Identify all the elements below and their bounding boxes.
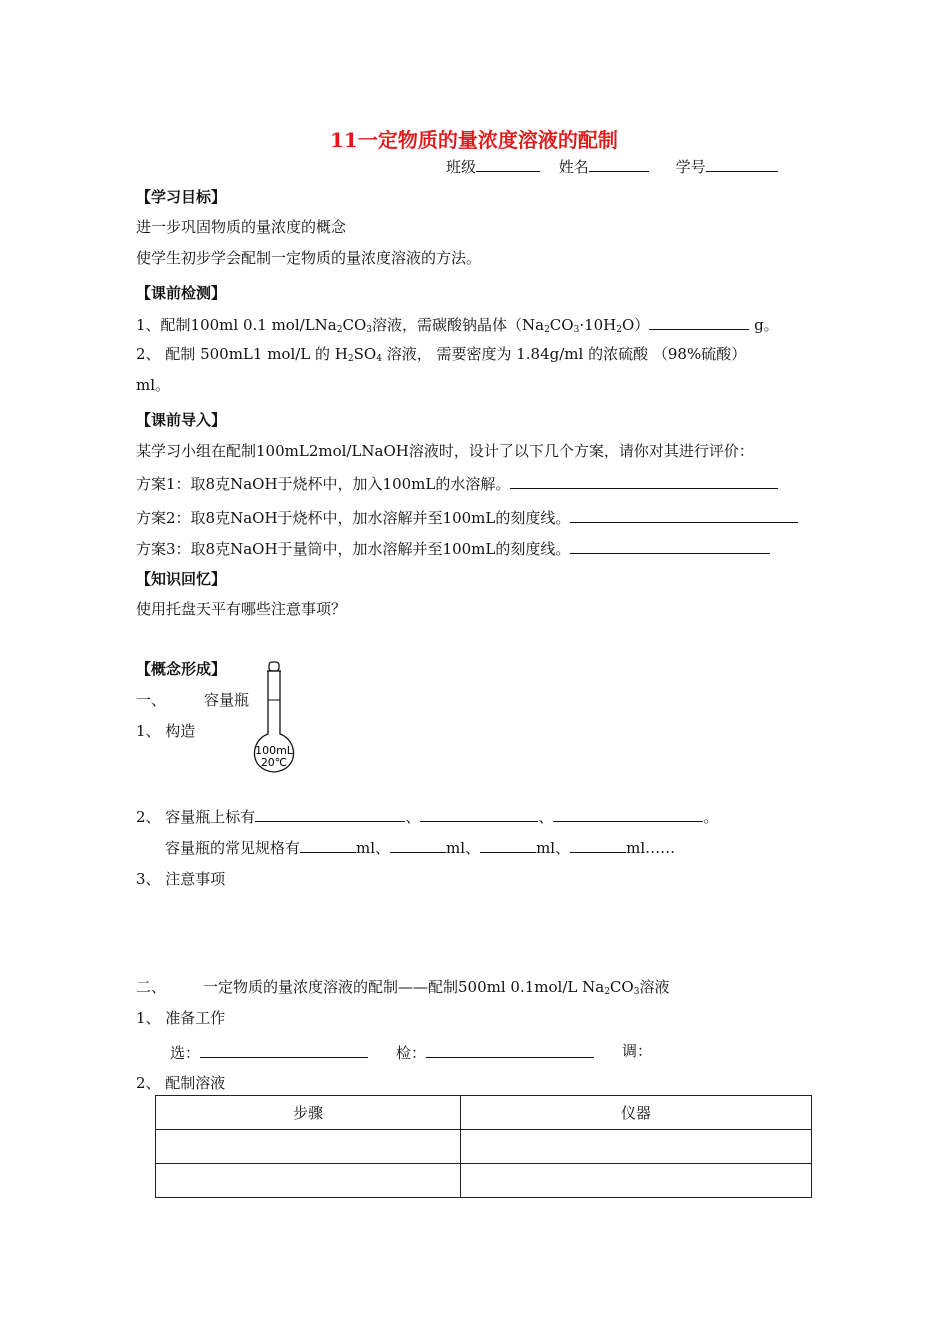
goal-item: 进一步巩固物质的量浓度的概念 [136, 218, 347, 236]
part1-title: 容量瓶 [204, 691, 250, 709]
spec-blank[interactable] [570, 836, 626, 853]
student-info [446, 155, 778, 177]
plan-item: 方案2：取8克NaOH于烧杯中，加水溶解并至100mL的刻度线。 [136, 506, 798, 528]
page-title: 11一定物质的量浓度溶液的配制 [330, 128, 618, 152]
precheck-question-2-unit: ml。 [136, 376, 171, 394]
plan-answer-blank[interactable] [570, 506, 798, 523]
class-blank[interactable] [476, 155, 540, 172]
prep-adjust: 调： [622, 1042, 653, 1060]
volumetric-flask-diagram [244, 660, 304, 776]
part1-number: 一、 [136, 691, 167, 709]
intro-lead: 某学习小组在配制100mL2mol/LNaOH溶液时，设计了以下几个方案，请你对其进行评价： [136, 442, 754, 460]
goal-item: 使学生初步学会配制一定物质的量浓度溶液的方法。 [136, 249, 482, 267]
prep-check: 检： [396, 1041, 594, 1063]
plan-answer-blank[interactable] [510, 472, 778, 489]
flask-capacity-label: 100mL [255, 744, 293, 757]
id-blank[interactable] [706, 155, 778, 172]
precheck-question-1: 1、配制100ml 0.1 mol/$LNa_2CO_3$溶液，需碳酸钠晶体$(Na_2CO_3\cdot 10H_2O)$ g。 [136, 313, 779, 335]
table-header-steps: 步骤 [156, 1096, 461, 1130]
class-label: 班级 [446, 158, 477, 176]
prep-choose: 选： [170, 1041, 368, 1063]
answer-blank[interactable] [649, 313, 749, 330]
id-label: 学号 [675, 158, 706, 176]
name-label: 姓名 [558, 158, 589, 176]
precheck-heading: 【课前检测】 [136, 284, 227, 302]
structure-item: 1、 构造 [136, 722, 196, 740]
marking-blank[interactable] [420, 805, 538, 822]
table-cell[interactable] [156, 1130, 461, 1164]
table-row [156, 1130, 812, 1164]
part2-number: 二、 [136, 978, 167, 996]
recall-heading: 【知识回忆】 [136, 570, 227, 588]
make-item: 2、 配制溶液 [136, 1074, 226, 1092]
flask-specs-item: 容量瓶的常见规格有 ml、 ml、 ml、 ml…… [165, 836, 675, 858]
choose-blank[interactable] [200, 1041, 368, 1058]
goals-heading: 【学习目标】 [136, 188, 227, 206]
marking-blank[interactable] [255, 805, 405, 822]
flask-markings-item: 2、 容量瓶上标有 、 、 。 [136, 805, 718, 827]
table-cell[interactable] [461, 1164, 812, 1198]
spec-blank[interactable] [300, 836, 356, 853]
recall-question: 使用托盘天平有哪些注意事项？ [136, 600, 347, 618]
table-cell[interactable] [461, 1130, 812, 1164]
plan-item: 方案3：取8克NaOH于量筒中，加水溶解并至100mL的刻度线。 [136, 537, 770, 559]
notes-item: 3、 注意事项 [136, 870, 226, 888]
name-blank[interactable] [589, 155, 649, 172]
prep-item: 1、 准备工作 [136, 1009, 226, 1027]
table-header-instruments: 仪器 [461, 1096, 812, 1130]
table-row [156, 1164, 812, 1198]
marking-blank[interactable] [553, 805, 703, 822]
concept-heading: 【概念形成】 [136, 660, 227, 678]
table-cell[interactable] [156, 1164, 461, 1198]
flask-stopper [269, 662, 279, 671]
procedure-table [155, 1095, 812, 1198]
spec-blank[interactable] [480, 836, 536, 853]
plan-answer-blank[interactable] [570, 537, 770, 554]
plan-item: 方案1：取8克NaOH于烧杯中，加入100mL的水溶解。 [136, 472, 778, 494]
precheck-question-2: 2、 配制 500mL1 mol/L 的 $H_2SO_4$ 溶液， 需要密度为 1.84g/ml 的浓硫酸 （98%硫酸） [136, 345, 747, 364]
table-header-row [156, 1096, 812, 1130]
part2-title: 一定物质的量浓度溶液的配制——配制500ml 0.1mol/L $Na_2CO_3$溶液 [203, 978, 670, 997]
intro-heading: 【课前导入】 [136, 411, 227, 429]
check-blank[interactable] [426, 1041, 594, 1058]
spec-blank[interactable] [390, 836, 446, 853]
flask-temperature-label: 20℃ [260, 756, 288, 769]
